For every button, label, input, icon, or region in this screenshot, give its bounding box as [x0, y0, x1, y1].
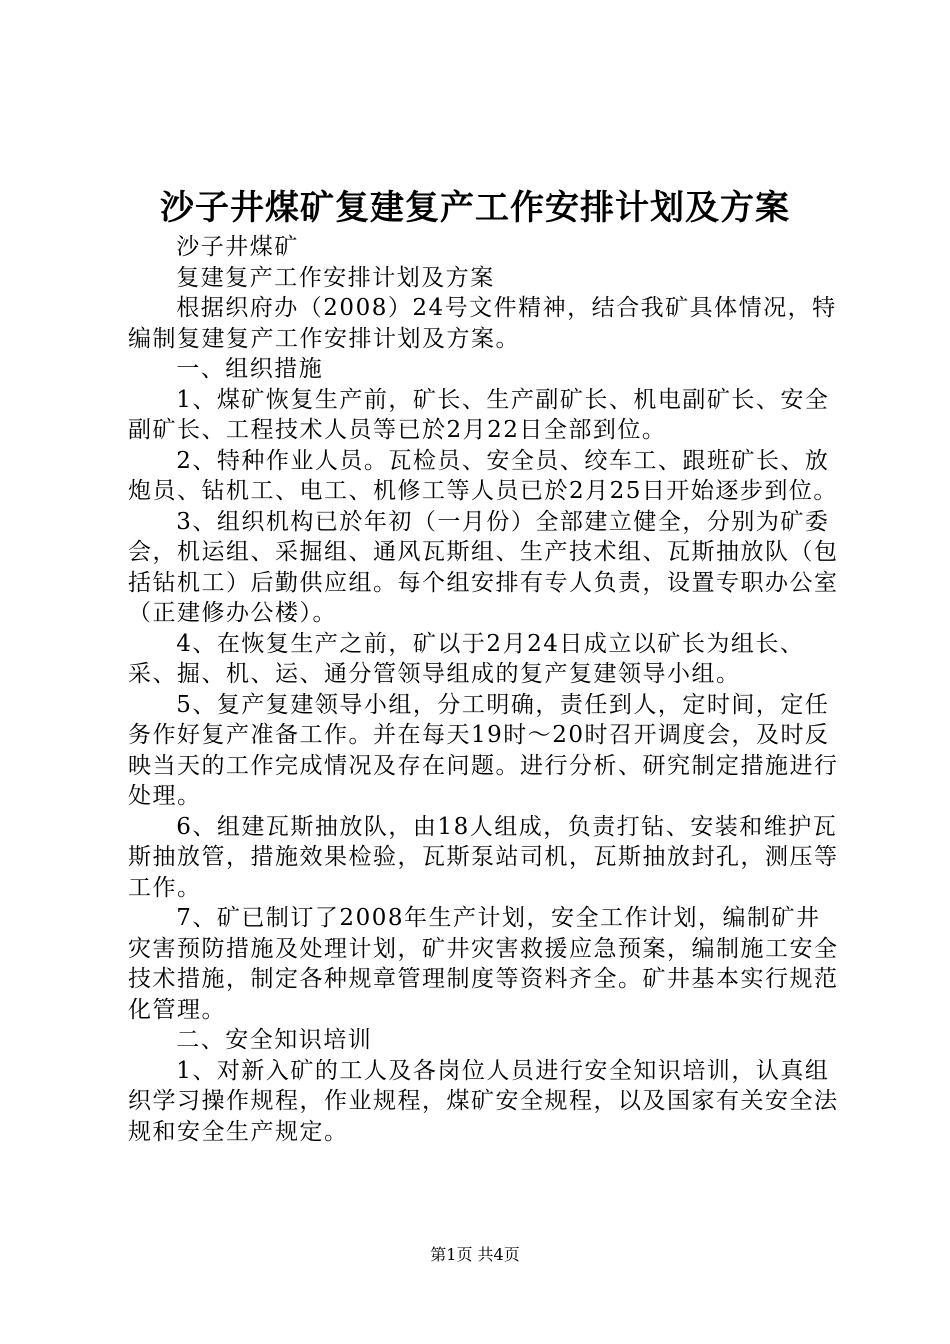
paragraph-subtitle: 复建复产工作安排计划及方案: [176, 264, 495, 291]
paragraph-mine-name: 沙子井煤矿: [176, 234, 299, 260]
paragraph-item: 7、矿已制订了2008年生产计划，安全工作计划，编制矿井灾害预防措施及处理计划，矿井灾害救援应急预案，编制施工安全技术措施，制定各种规章管理制度等资料齐全。矿井基本实行规范化管理。: [128, 905, 839, 1023]
paragraph-item: 2、特种作业人员。瓦检员、安全员、绞车工、跟班矿长、放炮员、钻机工、电工、机修工等人员已於2月25日开始逐步到位。: [128, 447, 838, 504]
document-title: 沙子井煤矿复建复产工作安排计划及方案: [160, 188, 790, 228]
paragraph-item: 6、组建瓦斯抽放队，由18人组成，负责打钻、安装和维护瓦斯抽放管，措施效果检验，瓦斯泵站司机，瓦斯抽放封孔，测压等工作。: [128, 813, 839, 901]
paragraph-item: 3、组织机构已於年初（一月份）全部建立健全，分别为矿委会，机运组、采掘组、通风瓦斯组、生产技术组、瓦斯抽放队（包括钻机工）后勤供应组。每个组安排有专人负责，设置专职办公室（正建修办公楼）。: [128, 508, 839, 626]
paragraph-intro: 根据织府办（2008）24号文件精神，结合我矿具体情况，特编制复建复产工作安排计划及方案。: [128, 295, 837, 352]
page-footer: 第1页 共4页: [430, 1245, 520, 1264]
paragraph-item: 1、对新入矿的工人及各岗位人员进行安全知识培训，认真组织学习操作规程，作业规程，煤矿安全规程，以及国家有关安全法规和安全生产规定。: [128, 1057, 839, 1145]
section-heading-organization: 一、组织措施: [176, 356, 324, 382]
paragraph-item: 4、在恢复生产之前，矿以于2月24日成立以矿长为组长、采、掘、机、运、通分管领导组成的复产复建领导小组。: [128, 630, 805, 687]
section-heading-training: 二、安全知识培训: [176, 1027, 373, 1053]
paragraph-item: 1、煤矿恢复生产前，矿长、生产副矿长、机电副矿长、安全副矿长、工程技术人员等已於2月22日全部到位。: [128, 386, 830, 443]
paragraph-item: 5、复产复建领导小组，分工明确，责任到人，定时间，定任务作好复产准备工作。并在每天19时～20时召开调度会，及时反映当天的工作完成情况及存在问题。进行分析、研究制定措施进行处理。: [128, 691, 839, 809]
document-body: [128, 232, 840, 1147]
